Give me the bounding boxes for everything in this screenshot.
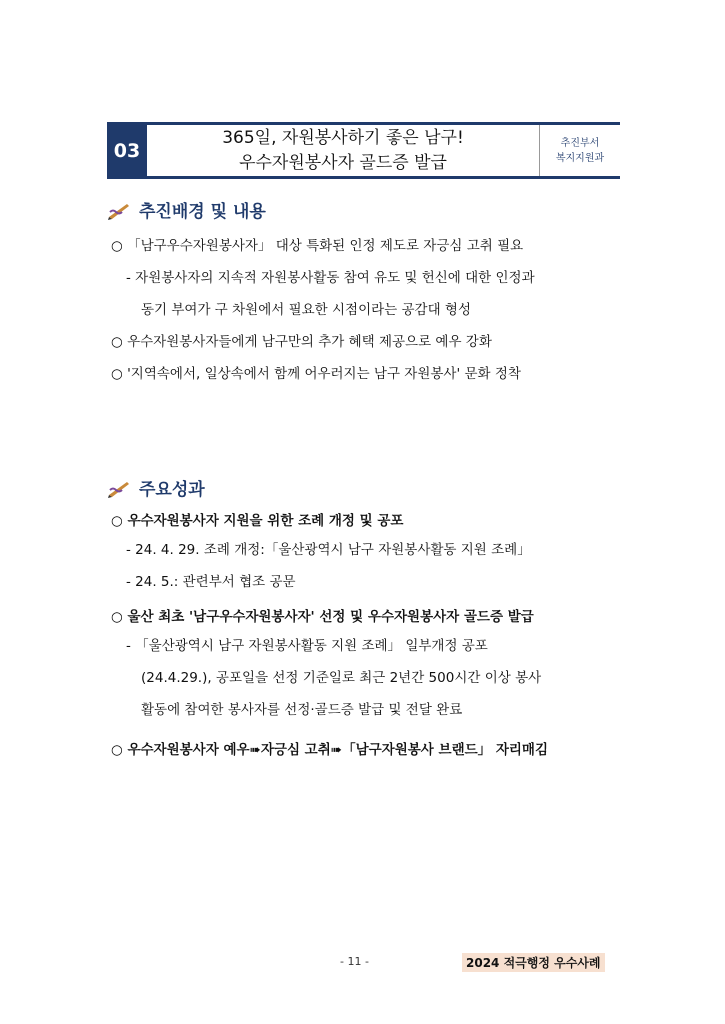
- bg-line-3: 동기 부여가 구 차원에서 필요한 시점이라는 공감대 형성: [141, 302, 471, 318]
- result-item-2: ○ 울산 최초 '남구우수자원봉사자' 선정 및 우수자원봉사자 골드증 발급: [111, 609, 534, 625]
- title-line-1: 365일, 자원봉사하기 좋은 남구!: [222, 127, 464, 148]
- bg-line-2: - 자원봉사자의 지속적 자원봉사활동 참여 유도 및 헌신에 대한 인정과: [126, 270, 535, 286]
- result-item-1: ○ 우수자원봉사자 지원을 위한 조례 개정 및 공포: [111, 513, 404, 529]
- section1-heading-text: 추진배경 및 내용: [139, 202, 266, 222]
- result-item-1-sub-1: - 24. 4. 29. 조례 개정:「울산광역시 남구 자원봉사활동 지원 조례」: [126, 542, 531, 558]
- department-box: [539, 125, 620, 176]
- result-item-1-sub-2: - 24. 5.: 관련부서 협조 공문: [126, 574, 296, 590]
- result-item-3: ○ 우수자원봉사자 예우➠자긍심 고취➠「남구자원봉사 브랜드」 자리매김: [111, 742, 549, 758]
- bg-line-5: ○ '지역속에서, 일상속에서 함께 어우러지는 남구 자원봉사' 문화 정착: [111, 366, 521, 382]
- result-item-2-sub-2: (24.4.29.), 공포일을 선정 기준일로 최근 2년간 500시간 이상 봉사: [141, 670, 542, 686]
- dept-label: 추진부서: [560, 137, 600, 149]
- page-number: - 11 -: [340, 955, 369, 968]
- dept-name: 복지지원과: [555, 152, 605, 164]
- section2-heading: [107, 475, 205, 500]
- pen-writing-icon: [107, 478, 131, 498]
- section2-heading-text: 주요성과: [139, 480, 205, 500]
- section1-heading: [107, 197, 266, 222]
- title-line-2: 우수자원봉사자 골드증 발급: [239, 152, 447, 173]
- bg-line-1: ○ 「남구우수자원봉사자」 대상 특화된 인정 제도로 자긍심 고취 필요: [111, 238, 524, 254]
- result-item-2-sub-3: 활동에 참여한 봉사자를 선정·골드증 발급 및 전달 완료: [141, 702, 463, 718]
- result-item-2-sub-1: - 「울산광역시 남구 자원봉사활동 지원 조례」 일부개정 공포: [126, 638, 488, 654]
- section-header: [107, 122, 620, 179]
- section-title: [147, 125, 539, 176]
- pen-writing-icon: [107, 200, 131, 220]
- footer-brand: 2024 적극행정 우수사례: [462, 953, 605, 972]
- section-number: 03: [107, 125, 147, 176]
- bg-line-4: ○ 우수자원봉사자들에게 남구만의 추가 혜택 제공으로 예우 강화: [111, 334, 492, 350]
